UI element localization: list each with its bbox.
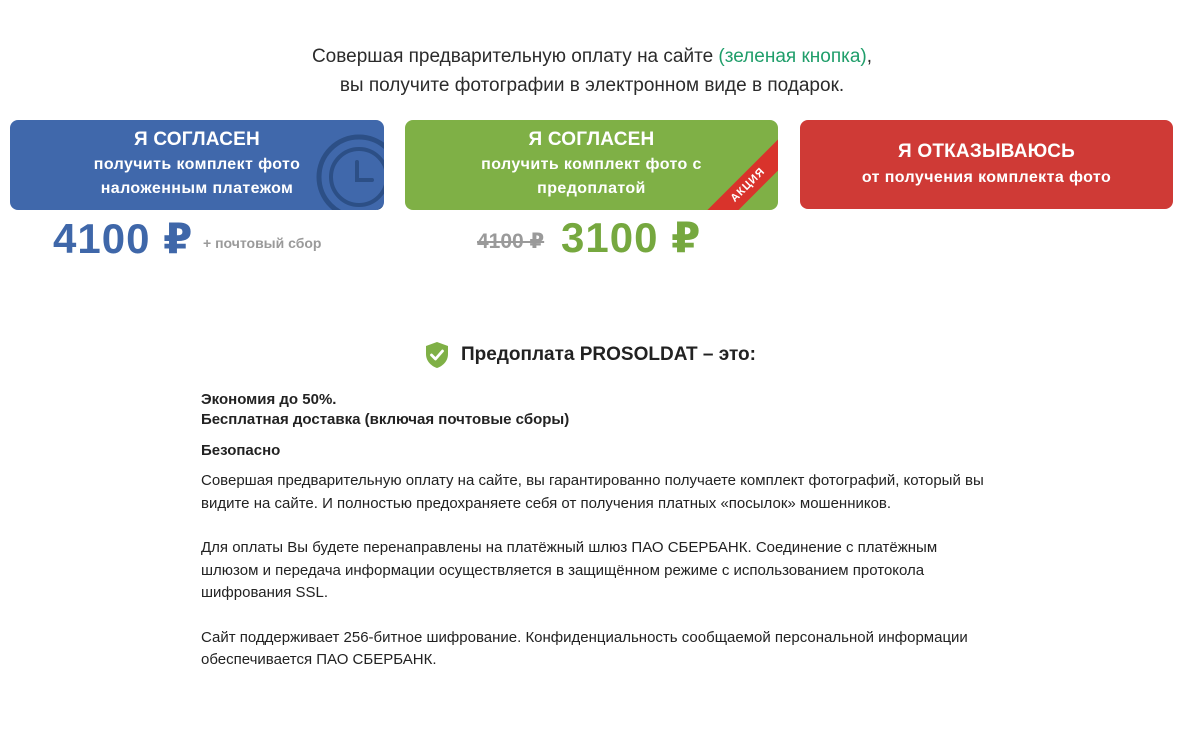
- intro-text: [0, 42, 1184, 100]
- agree-prepay-subtitle-1: получить комплект фото с: [481, 156, 702, 173]
- intro-line-2: вы получите фотографии в электронном виде в подарок.: [339, 75, 845, 96]
- cod-price-note: + почтовый сбор: [203, 235, 322, 251]
- benefits-heading-text: Предоплата PROSOLDAT – это:: [461, 344, 756, 365]
- decline-button[interactable]: [800, 120, 1173, 209]
- intro-line-1: [0, 42, 1184, 71]
- intro-line-1-comma: ,: [866, 46, 873, 67]
- agree-cod-subtitle-2: наложенным платежом: [100, 180, 294, 197]
- agree-cod-subtitle-1: получить комплект фото: [93, 156, 301, 173]
- agree-prepay-subtitle-2: предоплатой: [537, 180, 646, 197]
- benefits-heading: [425, 341, 756, 369]
- prepay-price: 3100 ₽: [561, 214, 702, 261]
- gateway-paragraph: Для оплаты Вы будете перенаправлены на платёжный шлюз ПАО СБЕРБАНК. Соединение с платёжным шлюзом и передача информации осуществляется в защищённом режиме с использованием протокола шифрования SSL.: [201, 539, 938, 601]
- prepay-old-price: 4100 ₽: [477, 230, 545, 253]
- promo-badge: АКЦИЯ: [698, 135, 778, 210]
- decline-title: Я ОТКАЗЫВАЮСЬ: [898, 141, 1075, 162]
- agree-cod-button[interactable]: [10, 120, 384, 210]
- benefits-content: [201, 390, 991, 672]
- green-button-hint: (зеленая кнопка): [718, 46, 867, 67]
- intro-line-1-text: Совершая предварительную оплату на сайте: [311, 46, 719, 67]
- cod-price: 4100 ₽: [53, 215, 194, 262]
- free-delivery-text: Бесплатная доставка (включая почтовые сборы): [201, 411, 570, 428]
- decline-subtitle: от получения комплекта фото: [861, 169, 1112, 186]
- safe-title: Безопасно: [201, 442, 281, 459]
- agree-prepay-button[interactable]: [405, 120, 778, 210]
- agree-cod-title: Я СОГЛАСЕН: [134, 129, 260, 150]
- agree-prepay-title: Я СОГЛАСЕН: [528, 129, 655, 150]
- safety-paragraph: Совершая предварительную оплату на сайте, вы гарантированно получаете комплект фотографий, который вы видите на сайте. И полностью предохраняете себя от получения платных «посылок» мошенников.: [201, 472, 984, 512]
- shield-check-icon: [425, 341, 449, 369]
- savings-text: Экономия до 50%.: [201, 391, 337, 408]
- encryption-paragraph: Сайт поддерживает 256-битное шифрование. Конфиденциальность сообщаемой персональной информации обеспечивается ПАО СБЕРБАНК.: [201, 628, 968, 668]
- clock-icon: [314, 132, 384, 210]
